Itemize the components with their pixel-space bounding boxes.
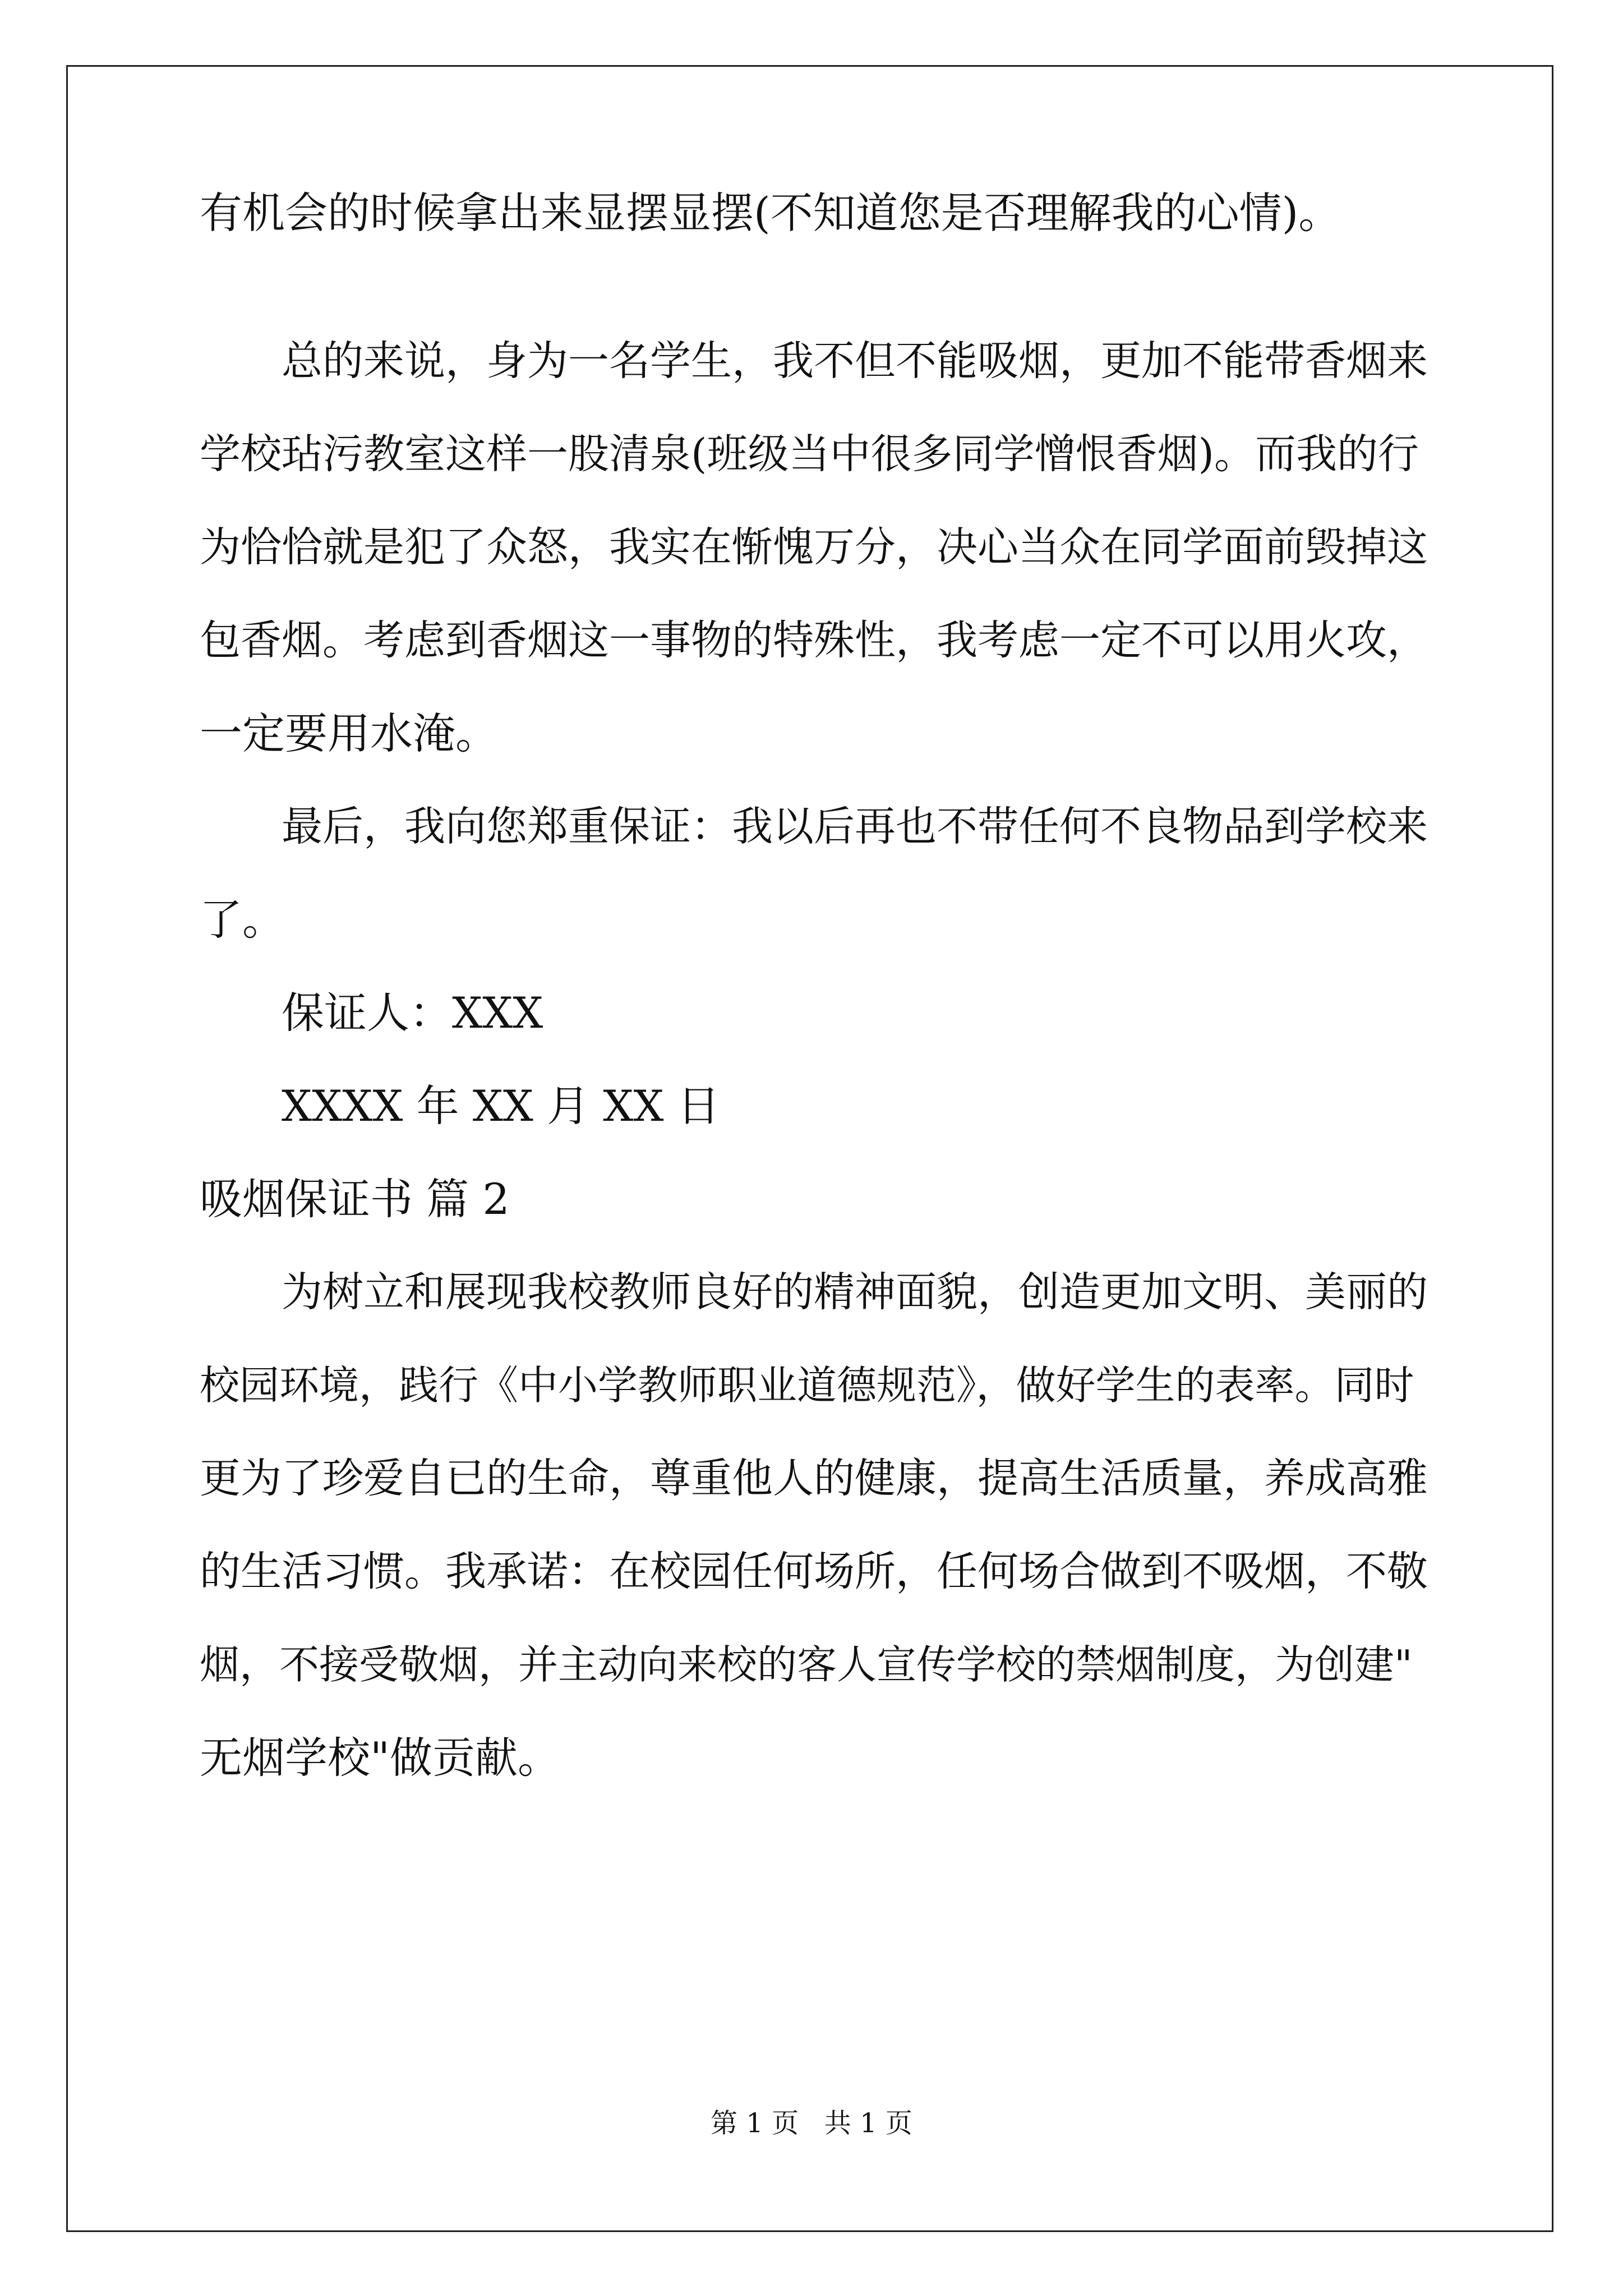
paragraph-line: 最后，我向您郑重保证：我以后再也不带任何不良物品到学校来 — [282, 803, 1428, 850]
paragraph-line: 为恰恰就是犯了众怒，我实在惭愧万分，决心当众在同学面前毁掉这 — [200, 523, 1428, 571]
paragraph-line: 为树立和展现我校教师良好的精神面貌，创造更加文明、美丽的 — [282, 1268, 1428, 1316]
paragraph-line: 学校玷污教室这样一股清泉(班级当中很多同学憎恨香烟)。而我的行 — [200, 430, 1419, 478]
paragraph-line: 无烟学校"做贡献。 — [200, 1733, 560, 1783]
paragraph-line: 烟，不接受敬烟，并主动向来校的客人宣传学校的禁烟制度，为创建" — [200, 1641, 1413, 1688]
page-number: 第 1 页 共 1 页 — [711, 2108, 912, 2139]
section-heading: 吸烟保证书 篇 2 — [200, 1174, 510, 1224]
paragraph-line: 总的来说，身为一名学生，我不但不能吸烟，更加不能带香烟来 — [282, 337, 1428, 385]
signer-line: 保证人：XXX — [282, 988, 543, 1038]
paragraph-line: 一定要用水淹。 — [200, 708, 498, 758]
paragraph-line: 校园环境，践行《中小学教师职业道德规范》，做好学生的表率。同时 — [200, 1362, 1414, 1409]
paragraph-line: 的生活习惯。我承诺：在校园任何场所，任何场合做到不吸烟，不敬 — [200, 1548, 1428, 1595]
paragraph-line: 有机会的时候拿出来显摆显摆(不知道您是否理解我的心情)。 — [200, 188, 1341, 238]
paragraph-line: 更为了珍爱自已的生命，尊重他人的健康，提高生活质量，养成高雅 — [200, 1455, 1428, 1502]
page-border — [66, 65, 1553, 2232]
date-line: XXXX 年 XX 月 XX 日 — [282, 1081, 720, 1131]
paragraph-line: 包香烟。考虑到香烟这一事物的特殊性，我考虑一定不可以用火攻， — [200, 616, 1428, 664]
paragraph-line: 了。 — [200, 895, 285, 945]
